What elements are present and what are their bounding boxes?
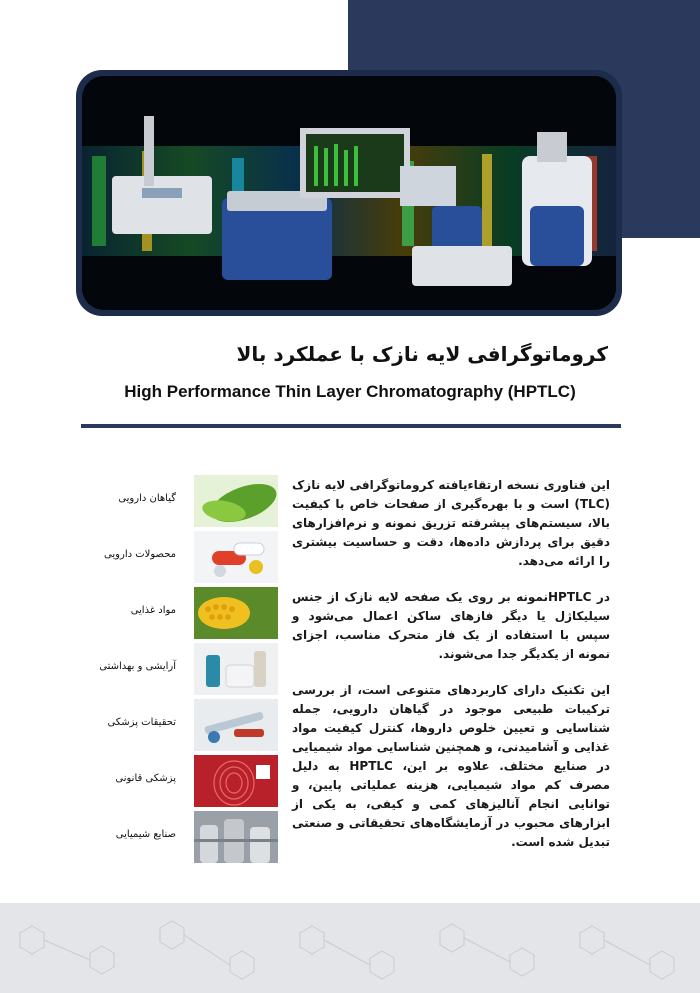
paragraph-applications: این تکنیک دارای کاربردهای متنوعی است، از بررسی ترکیبات طبیعی موجود در گیاهان دارویی، جمله شناسایی و تعیین خلوص داروها، کنترل کیفیت مواد غذایی و آشامیدنی، و همچنین شناسایی مواد شیمیایی در صنایع مختلف. علاوه بر این، HPTLC به دلیل مصرف کم مواد شیمیایی، هزینه عملیاتی پایین، و توانایی انجام آنالیزهای کمی و کیفی، به یکی از ابزارهای محبوب در آزمایشگاه‌های تحقیقاتی و صنعتی تبدیل شده است. (292, 683, 611, 849)
category-forensics (96, 755, 280, 807)
category-medical-research (96, 699, 280, 751)
medicinal-plants-image (194, 475, 278, 527)
pharmaceuticals-image (194, 531, 278, 583)
body-text (292, 476, 610, 869)
category-label: آرایشی و بهداشتی (99, 661, 176, 672)
footer-pattern (0, 903, 700, 993)
divider-rule (81, 424, 621, 428)
hero-instruments-image (82, 76, 616, 310)
category-label: تحقیقات پزشکی (107, 717, 176, 728)
category-food (96, 587, 280, 639)
category-label: محصولات دارویی (104, 549, 176, 560)
category-medicinal-plants (96, 475, 280, 527)
page-title-english: High Performance Thin Layer Chromatography (HPTLC) (124, 382, 576, 401)
hexagon-molecule-pattern (0, 903, 700, 993)
category-label: پزشکی قانونی (115, 773, 176, 784)
food-image (194, 587, 278, 639)
category-cosmetics (96, 643, 280, 695)
paragraph-intro: این فناوری نسخه ارتقاءیافته کروماتوگرافی لایه نازک (TLC) است و با بهره‌گیری از صفحات خاص با کیفیت بالا، سیستم‌های پیشرفته تزریق نمونه و نرم‌افزارهای دقیق برای پردازش داده‌ها، دقت و حساسیت بیشتری را ارائه می‌دهد. (292, 478, 610, 568)
forensics-image (194, 755, 278, 807)
category-label: گیاهان دارویی (118, 493, 176, 504)
category-pharmaceuticals (96, 531, 280, 583)
paragraph-method: در HPTLCنمونه بر روی یک صفحه لایه نازک از جنس سیلیکاژل یا دیگر فازهای ساکن اعمال می‌شود و سپس با استفاده از یک فاز متحرک مناسب، اجزای نمونه از یکدیگر جدا می‌شوند. (292, 590, 610, 661)
page-title-persian: کروماتوگرافی لایه نازک با عملکرد بالا (236, 342, 608, 366)
hero-image-frame (76, 70, 622, 316)
hptlc-instruments-illustration (82, 76, 616, 310)
category-label: مواد غذایی (130, 605, 176, 616)
category-label: صنایع شیمیایی (115, 829, 176, 840)
chemical-industries-image (194, 811, 278, 863)
cosmetics-image (194, 643, 278, 695)
category-chemical-industries (96, 811, 280, 863)
medical-research-image (194, 699, 278, 751)
